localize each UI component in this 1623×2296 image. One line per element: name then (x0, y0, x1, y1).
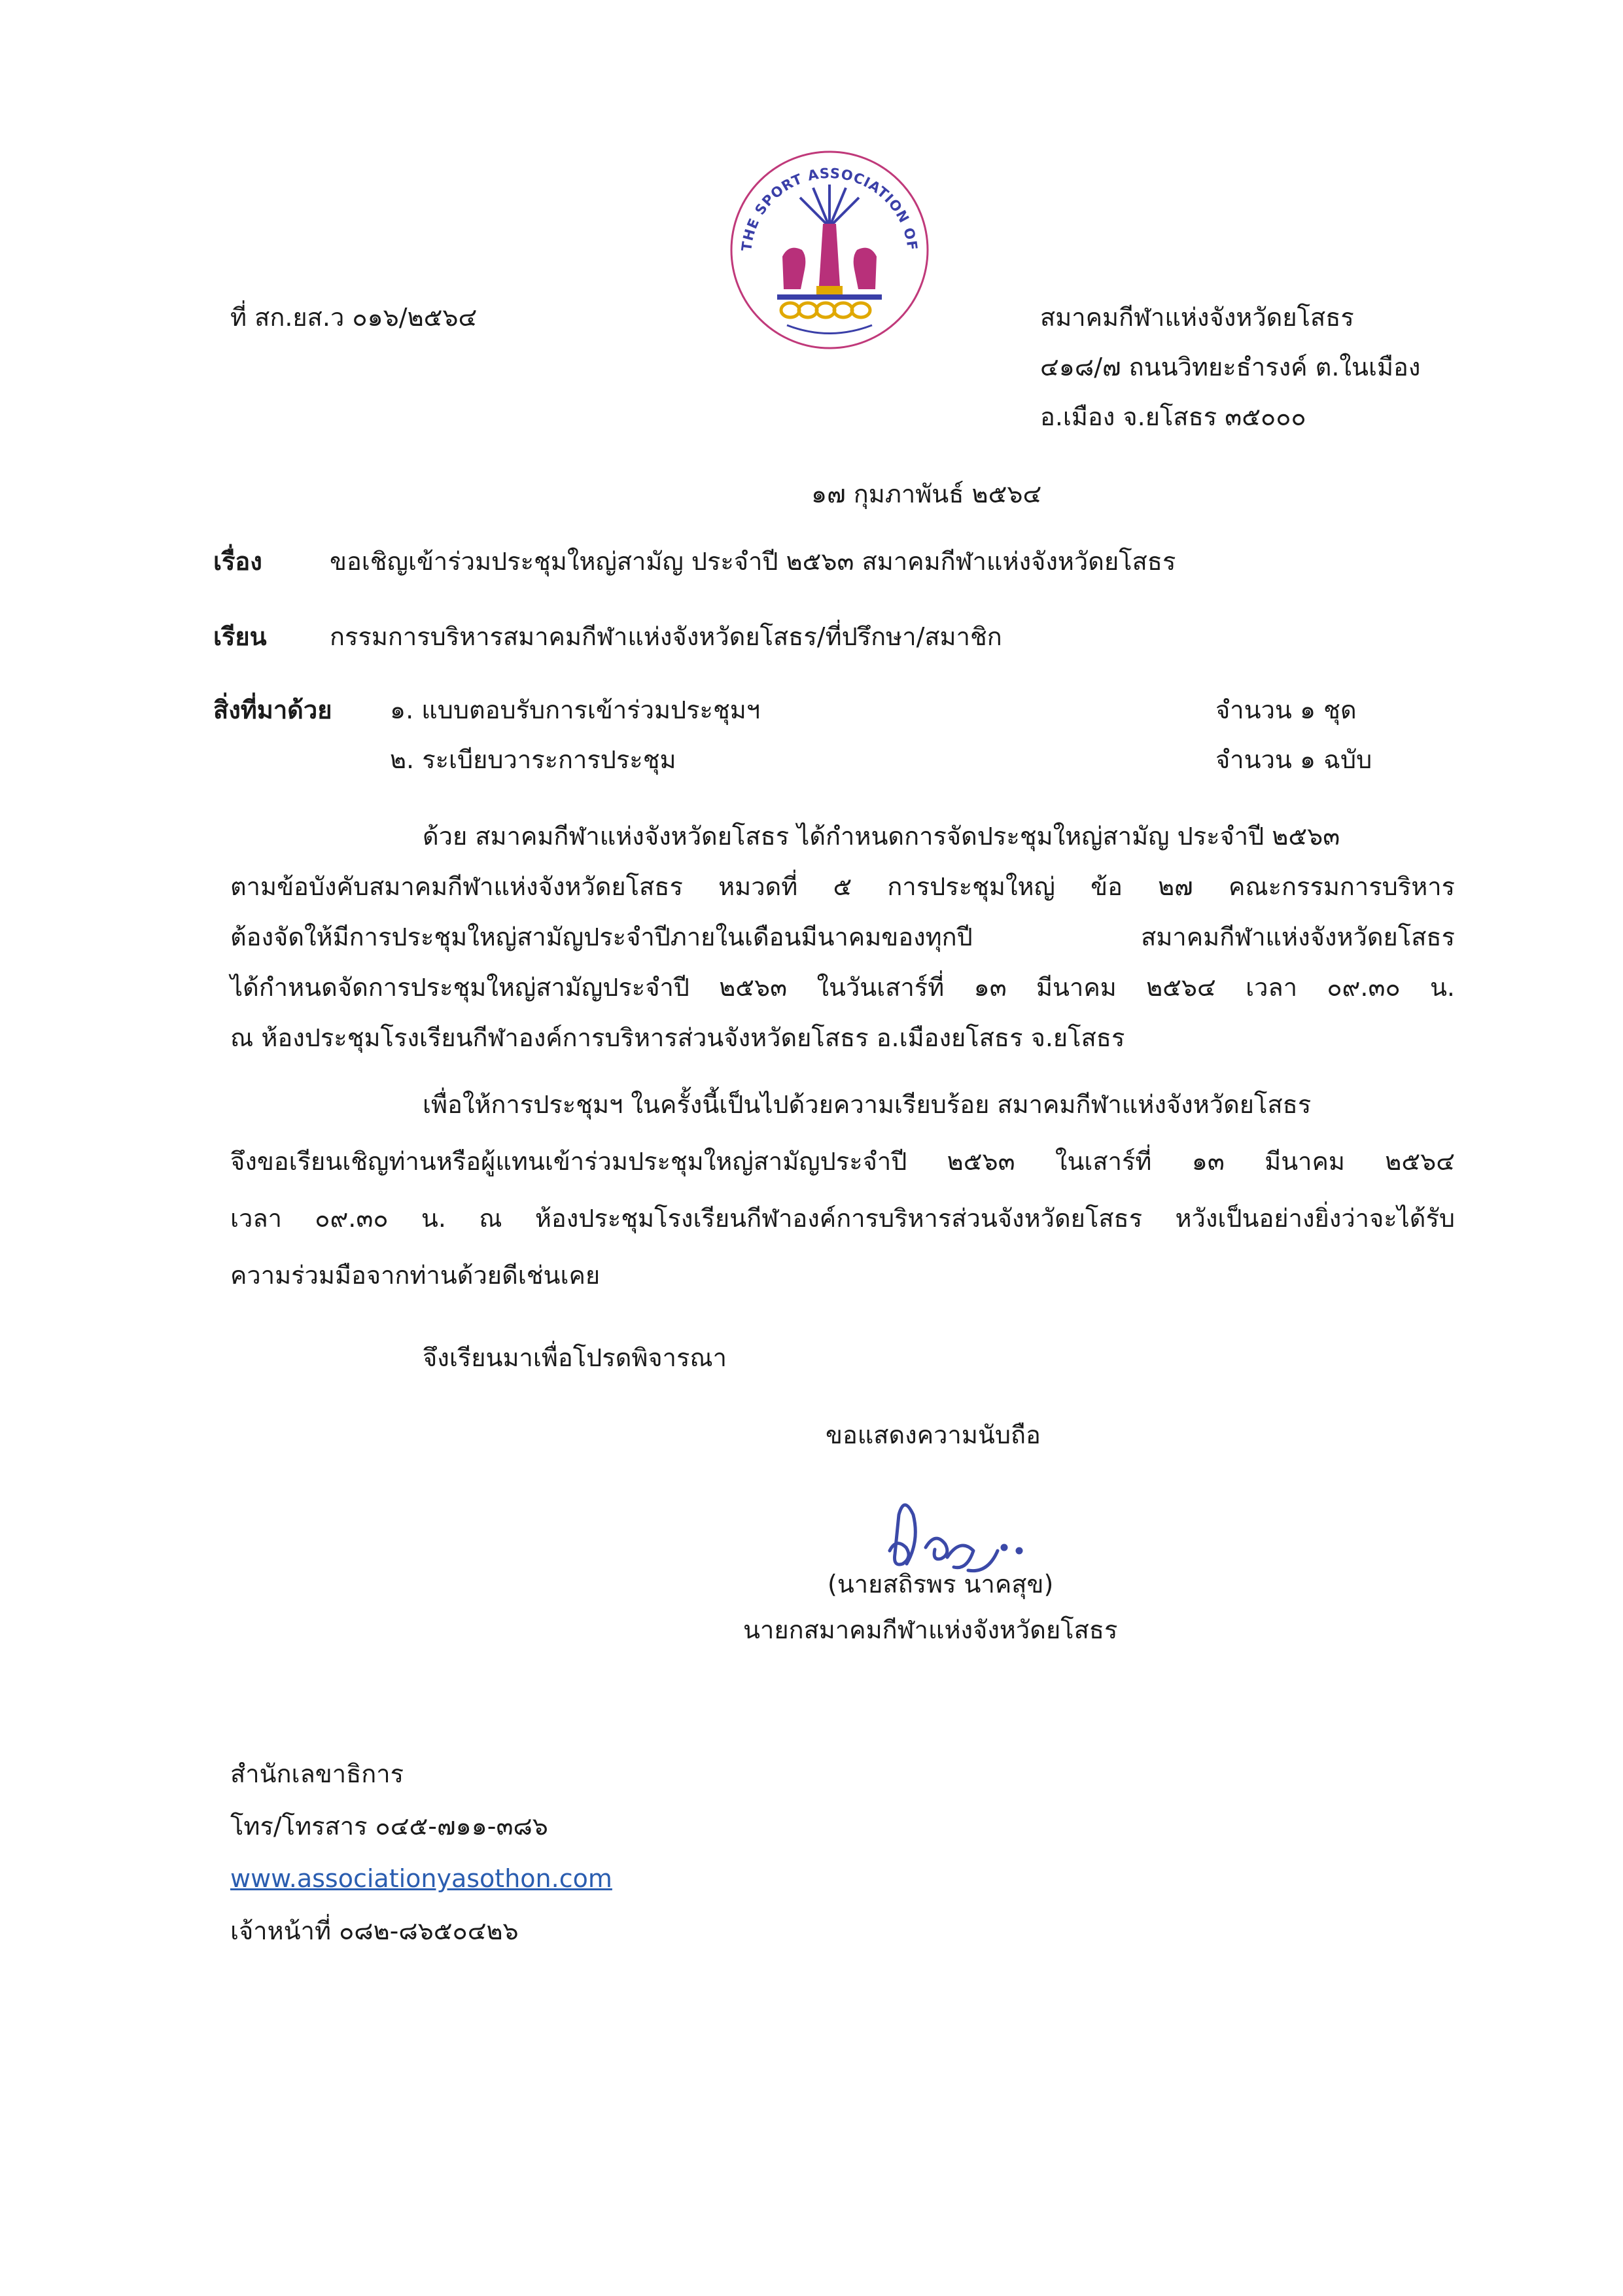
enclosures-label: สิ่งที่มาด้วย (213, 696, 332, 724)
paragraph-2-line: ความร่วมมือจากท่านด้วยดีเช่นเคย (230, 1261, 601, 1290)
paragraph-1-line: ณ ห้องประชุมโรงเรียนกีฬาองค์การบริหารส่วนจังหวัดยโสธร อ.เมืองยโสธร จ.ยโสธร (230, 1023, 1125, 1052)
signatory-name: (นายสถิรพร นาคสุข) (828, 1570, 1054, 1598)
association-emblem-icon (725, 145, 934, 355)
signatory-title: นายกสมาคมกีฬาแห่งจังหวัดยโสธร (743, 1616, 1118, 1644)
reference-number: ที่ สก.ยส.ว ๐๑๖/๒๕๖๔ (230, 303, 478, 332)
paragraph-2-line: จึงขอเรียนเชิญท่านหรือผู้แทนเข้าร่วมประชุมใหญ่สามัญประจำปี ๒๕๖๓ ในเสาร์ที่ ๑๓ มีนาคม ๒๕๖๔ (230, 1147, 1455, 1176)
recipient-text: กรรมการบริหารสมาคมกีฬาแห่งจังหวัดยโสธร/ที่ปรึกษา/สมาชิก (330, 622, 1002, 651)
paragraph-1-line: ได้กำหนดจัดการประชุมใหญ่สามัญประจำปี ๒๕๖๓ ในวันเสาร์ที่ ๑๓ มีนาคม ๒๕๖๔ เวลา ๐๙.๓๐ น. (230, 973, 1455, 1002)
paragraph-1-line: ด้วย สมาคมกีฬาแห่งจังหวัดยโสธร ได้กำหนดการจัดประชุมใหญ่สามัญ ประจำปี ๒๕๖๓ (423, 822, 1340, 851)
enclosure-item: ๑. แบบตอบรับการเข้าร่วมประชุมฯ (390, 696, 761, 724)
paragraph-2-line: เพื่อให้การประชุมฯ ในครั้งนี้เป็นไปด้วยความเรียบร้อย สมาคมกีฬาแห่งจังหวัดยโสธร (423, 1090, 1312, 1119)
recipient-label: เรียน (213, 622, 267, 651)
regards-line: ขอแสดงความนับถือ (826, 1421, 1041, 1449)
enclosure-quantity: จำนวน ๑ ชุด (1215, 696, 1357, 724)
sender-org-name: สมาคมกีฬาแห่งจังหวัดยโสธร (1040, 303, 1354, 332)
footer-office: สำนักเลขาธิการ (230, 1759, 404, 1788)
subject-text: ขอเชิญเข้าร่วมประชุมใหญ่สามัญ ประจำปี ๒๕๖๓ สมาคมกีฬาแห่งจังหวัดยโสธร (330, 547, 1176, 576)
association-logo (725, 145, 934, 355)
closing-line: จึงเรียนมาเพื่อโปรดพิจารณา (423, 1343, 727, 1372)
sender-address-line-1: ๔๑๘/๗ ถนนวิทยะธำรงค์ ต.ในเมือง (1040, 353, 1421, 381)
svg-text:THE SPORT ASSOCIATION OF YASOT: THE SPORT ASSOCIATION OF (739, 165, 920, 253)
enclosure-quantity: จำนวน ๑ ฉบับ (1215, 745, 1372, 774)
enclosure-item: ๒. ระเบียบวาระการประชุม (390, 745, 676, 774)
paragraph-2-line: เวลา ๐๙.๓๐ น. ณ ห้องประชุมโรงเรียนกีฬาองค์การบริหารส่วนจังหวัดยโสธร หวังเป็นอย่างยิ่งว่าจะได้รับ (230, 1204, 1455, 1233)
letter-date: ๑๗ กุมภาพันธ์ ๒๕๖๔ (811, 480, 1042, 508)
footer-phone: โทร/โทรสาร ๐๔๕-๗๑๑-๓๘๖ (230, 1812, 548, 1841)
footer-staff-phone: เจ้าหน้าที่ ๐๘๒-๘๖๕๐๔๒๖ (230, 1916, 519, 1945)
footer-website-link[interactable]: www.associationyasothon.com (230, 1864, 612, 1893)
paragraph-1-line: ต้องจัดให้มีการประชุมใหญ่สามัญประจำปีภายในเดือนมีนาคมของทุกปี สมาคมกีฬาแห่งจังหวัดยโสธร (230, 923, 1455, 951)
subject-label: เรื่อง (213, 547, 262, 576)
sender-address-line-2: อ.เมือง จ.ยโสธร ๓๕๐๐๐ (1040, 402, 1306, 431)
paragraph-1-line: ตามข้อบังคับสมาคมกีฬาแห่งจังหวัดยโสธร หมวดที่ ๕ การประชุมใหญ่ ข้อ ๒๗ คณะกรรมการบริหาร (230, 872, 1455, 901)
